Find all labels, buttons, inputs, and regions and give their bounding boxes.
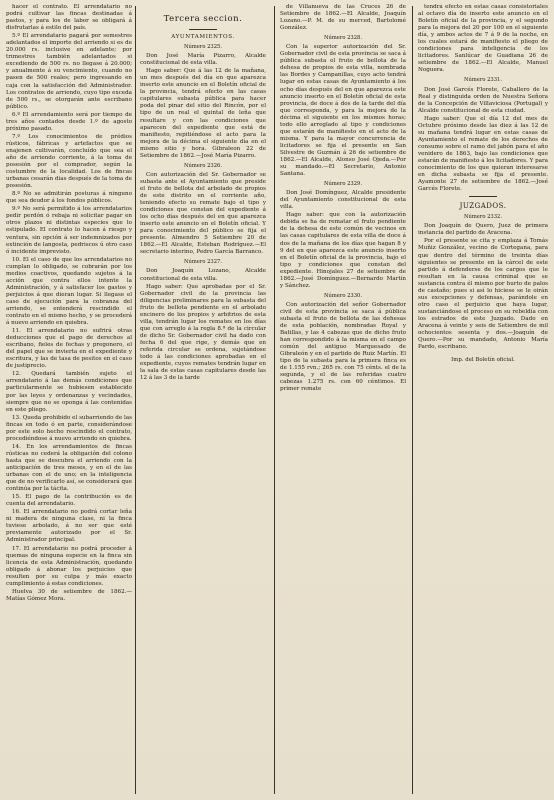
- condition-paragraph: 13. Queda prohibido el subarriendo de las fincas en todo ó en parte, considerándose por este solo hecho rescindido el contrato, procediéndose á nuevo arriendo en quiebra.: [6, 414, 132, 442]
- divider: [189, 29, 217, 30]
- column-2: [140, 4, 266, 796]
- printer-imprint: Imp. del Boletín oficial.: [451, 357, 515, 364]
- notice-paragraph: Hago saber: Que aprobadas por el Sr. Gobernador civil de la provincia las diligencias preliminares para la subasta del fruto de bellota pendiente en el arbolado encinero de los propios y arbitrios de esta villa, tendrán lugar los remates en los días que con arreglo á la regla 8.ª de la circular de dicho Sr. Gobernador civil ha dado con fecha 6 del que rige, y demás que en referida circular se ordena, sujetándose todo á las condiciones aprobadas en el expediente, cuyos remates tendrán lugar en la sala de estas casas capitulares desde las 12 á las 3 de la tarde: [140, 283, 266, 382]
- juzgados-heading: JUZGADOS.: [459, 202, 507, 211]
- condition-paragraph: 16. El arrendatario no podrá cortar leña ni madera de ninguna clase, ni la finca tuviese arbolado, á no ser que esté previamente autorizado por el Sr. Administrador principal.: [6, 509, 132, 544]
- notice-paragraph: de Villanueva de las Cruces 26 de Setiembre de 1862.—El Alcalde, Joaquín Lozano.—P. M. de su merced, Bartolomé González.: [280, 4, 406, 32]
- notice-number: Número 2329.: [324, 181, 362, 188]
- notice-paragraph: Don José Domínguez, Alcalde presidente del Ayuntamiento constitucional de esta villa.: [280, 190, 406, 211]
- condition-paragraph: 5.º El arrendatario pagará por semestres adelantados el importe del arriendo si es de 20.000 rs. inclusive en adelante; por trimestres también adelantados si excediendo de 500 rs. no llegase á 20.000; y anualmente á su vencimiento, cuando no pasen de 500 reales; pero ingresando en caja con la satisfacción del Administrador. Los contratos de arriendo, cuyo tipo exceda de 500 rs., se otorgarán ante escribano público.: [6, 33, 132, 110]
- notice-paragraph: Hago saber: Que el día 12 del mes de Octubre próximo desde las diez á las 12 de su mañana tendrá lugar en estas casas de Ayuntamiento el remate de los derechos de consumo sobre el ramo del jabón para el año venidero de 1863, bajo las condiciones que estarán de manifiesto á los licitadores. Y para conocimiento de los que quieran interesarse en dicha subasta se fija el presente. Ayamonte 27 de setiembre de 1862.—José Garcés Florete.: [418, 115, 548, 193]
- signature-line: Huelva 30 de setiembre de 1862.— Matías Gómez Mora.: [6, 588, 132, 602]
- notice-number: Número 2327.: [184, 259, 222, 266]
- column-divider: [412, 6, 413, 794]
- notice-paragraph: Don Joaquín Lozano, Alcalde constitucional de esta villa.: [140, 268, 266, 282]
- condition-paragraph: 10. El el caso de que los arrendatarios no cumplan lo obligado, se cobrarán por los medios coactivos, quedando sujetos á la acción que contra ellos intente la Administración, y á satisfacer los gastos y perjuicios á que dieran lugar. Si llegase el caso de ejecución para la cobranza del arriendo, se entenderá rescindido el contrato en el mismo hecho, y se procederá á nuevo arriendo en quiebra.: [6, 256, 132, 327]
- section-title: Tercera seccion.: [163, 14, 243, 24]
- column-divider: [135, 6, 136, 794]
- condition-paragraph: 6.º El arrendamiento será por tiempo de tres años contados desde 1.º de agosto próximo pasado.: [6, 111, 132, 132]
- column-divider: [274, 6, 275, 794]
- notice-paragraph: Hago saber: Que á las 12 de la mañana, un mes después del día en que aparezca inserto este anuncio en el Boletín oficial de la provincia, tendrá efecto en las casas capitulares subasta pública para hacer poda del pinar del sitio del Rincón, por el tipo de un real el quintal de leña que resultare y con las condiciones que aparecen del expediente que está de manifiesto, repitiéndose el acto para la mejora de la décima el siguiente día en el mismo sitio y hora. Gibraleon 22 de Setiembre de 1862.—José María Pizarro.: [140, 68, 266, 159]
- divider: [469, 196, 497, 197]
- condition-paragraph: 7.º Los conocimientos de prédios rústicos, fábricas y artefactos que se enajenen cultivarán, concluído que sea el año de arriendo corriente, á la toma de posesión por el comprador, según la costumbre de la localidad. Los de fincas urbanas cesarán dias después de la toma de posesión.: [6, 133, 132, 190]
- condition-paragraph: 17. El arrendatario no podrá proceder á quemas de ninguna especie en la finca sin licencia de esta Administración, quedando obligado á abonar los perjuicios que resulten por su culpa y más exacto cumplimiento á estas condiciones.: [6, 545, 132, 587]
- notice-paragraph: Con autorización del señor Gobernador civil de esta provincia se saca á pública subasta el fruto de bellota de las dehesas de esta población, nombradas Royal y Batillas, y las 4 cabezas que de dicho fruto han correspondido á la misma en el campo común del antiguo Marquesado de Gibraleón y en el partido de Ruiz Martín. El tipo de la subasta para la primera finca es de 1.155 rvn.; 265 rs. con 75 cénts. el de la segunda, y el de las referidas cuatro cabezas 1.275 rs. con 60 céntimos. El primer remate: [280, 301, 406, 393]
- condition-paragraph: 9.º No será permitido á los arrendatarios pedir perdón ó rebaja ni solicitar pagar en otros plazos ni distintas especies que lo estipulado. El contrato lo hacen á riesgo y ventura, sin opción á ser indemnizados por extinción de langosta, pedriscos ú otro caso ó incidente imprevisto.: [6, 206, 132, 255]
- notice-number: Número 2325.: [184, 44, 222, 51]
- column-3: [280, 4, 406, 796]
- notice-paragraph: Don José Garcés Florete, Caballero de la Real y distinguida orden de Nuestra Señora de la Concepción de Villaviciosa (Portugal) y Alcalde constitucional de esta ciudad.: [418, 86, 548, 114]
- notice-number: Número 2328.: [324, 35, 362, 42]
- notice-number: Número 2330.: [324, 292, 362, 299]
- condition-paragraph: 14. En los arrendamientos de fincas rústicas no cederá la obligación del colono hasta que se descubra el arriendo con la anticipación de tres meses, y en el de las urbanas con el de uno; en la inteligencia que de no verificarlo así, se considerará que continúa por la tácita.: [6, 443, 132, 493]
- notice-number: Número 2332.: [464, 214, 502, 221]
- notice-paragraph: Con autorización del Sr. Gobernador se subasta ante el Ayuntamiento que preside el fruto de bellota del arbolado de propios de este distrito en el corriente año, teniendo efecto su remate bajo el tipo y condiciones que constan del expediente á los ocho días después del en que aparezca inserto este anuncio en el Boletín oficial. Y para conocimiento del público se fija el presente. Almendro 5 Setiembre 20 de 1862.—El Alcalde, Esteban Rodríguez.—El secretario interino, Pedro García Barranco.: [140, 171, 266, 256]
- column-4: [418, 4, 548, 796]
- section-subhead: AYUNTAMIENTOS.: [171, 34, 235, 40]
- condition-paragraph: 15. El pago de la contribución es de cuenta del arrendatario.: [6, 494, 132, 508]
- condition-paragraph: hacer el contrato. El arrendatario no podrá cultivar las fincas destinadas á pastos, y para los de labor se obligará á disfrutarlas á estilo del país.: [6, 4, 132, 32]
- condition-paragraph: 11. El arrendatario no sufrirá otras deducciones que el pago de derechos al escribano, fieles de fechas y pregonero, el del papel que se invierta en el expediente y escritura, y las de tasa de pesitos en el caso de justiprecio.: [6, 328, 132, 370]
- notice-paragraph: Por el presente se cita y emplaza á Tomás Muñiz González, vecino de Cortegana, para que dentro del término de treinta días siguientes se presente en la cárcel de este partido á defenderse de los cargos que le resultan en la causa criminal que se sustancia contra él mismo por hurto de palos de castaño; pues si así lo hiciese se le oirán sus excepciones y defensas, parándole en otro caso el perjuicio que haya lugar, sustanciándose el proceso en su rebeldía con los estrados de este Juzgado. Dado en Aracena á veinte y seis de Setiembre de mil ochocientos sesenta y dos.—Joaquín de Quero.—Por su mandado, Antonio María Pardo, escribano.: [418, 238, 548, 351]
- notice-paragraph: Hago saber: que con la autorización debida se ha de rematar el fruto pendiente de la dehesa de este común de vecinos en las casas capitulares de esta villa de doce á dos de la mañana de los días que hagan 8 y 9 del en que aparezca este anuncio inserto en el Boletín oficial de la provincia, bajo el tipo y condiciones que constan del expediente. Hinojales 27 de setiembre de 1862.—José Domínguez.—Bernardo Martín y Sánchez.: [280, 212, 406, 289]
- notice-number: Número 2331.: [464, 77, 502, 84]
- notice-paragraph: Don José María Pizarro, Alcalde constitucional de esta villa.: [140, 53, 266, 67]
- notice-paragraph: Don Joaquín de Quero, Juez de primera instancia del partido de Aracena.: [418, 223, 548, 237]
- column-1: [6, 4, 132, 796]
- condition-paragraph: 8.º No se admitirán posturas á ninguno que sea deudor á los fondos públicos.: [6, 191, 132, 205]
- notice-paragraph: Con la superior autorización del Sr. Gobernador civil de esta provincia se saca á pública subasta el fruto de bellota de la dehesa de propios de esta villa, nombrada las Bordes y Campanillas, cuyo acto tendrá lugar en estas casas de Ayuntamiento á los ocho días después del en que aparezca este anuncio inserto en el Boletín oficial de esta provincia, de doce á dos de la tarde del día que corresponda, y para la mejora de la décima el siguiente en los mismos horas; todo ello arreglado al tipo y condiciones que estarán de manifiesto en el acto de la misma. Y para la mayor concurrencia de licitadores se fija el presente en San Silvestre de Guzmán á 26 de setiembre de 1862.—El Alcalde, Alonso José Ojeda.—Por su mandado.—El Secretario, Antonio Santana.: [280, 44, 406, 178]
- notice-paragraph: tendrá efecto en estas casas consistoriales al octavo día de inserto este anuncio en el Boletín oficial de la provincia, y el segundo para la mejora del 20 por 100 en el siguiente día, y ambos actos de 7 á 9 de la noche, en los cuales estará de manifiesto el pliego de condiciones para inteligencia de los licitadores. Sanlúcar de Guadiana 26 de setiembre de 1862.—El Alcalde, Manuel Noguera.: [418, 4, 548, 74]
- notice-number: Número 2326.: [184, 162, 222, 169]
- condition-paragraph: 12. Quedará también sujeto el arrendatario á las demás condiciones que particularmente se hubiesen establecido por las leyes y ordenanzas y vecindades, siempre que no se oponga á las contenidas en este pliego.: [6, 371, 132, 413]
